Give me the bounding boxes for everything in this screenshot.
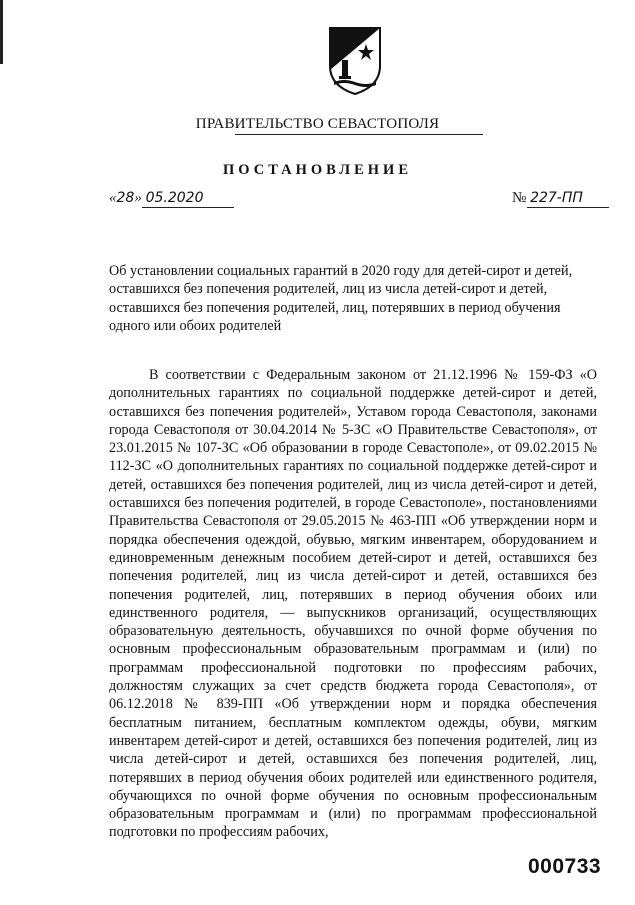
date-month-year: 05.2020 xyxy=(145,190,204,206)
date-day: 28 xyxy=(116,190,135,206)
date-open-quote: « xyxy=(109,190,117,206)
date-close-quote: » xyxy=(134,190,142,206)
date-underline xyxy=(142,207,234,208)
number-sign: № xyxy=(512,190,527,206)
number-underline xyxy=(527,207,609,208)
document-type-title: ПОСТАНОВЛЕНИЕ xyxy=(222,162,412,178)
number-value: 227-ПП xyxy=(530,190,583,206)
document-date xyxy=(109,190,203,207)
coat-of-arms-icon xyxy=(326,26,384,96)
scan-edge-mark xyxy=(0,0,3,64)
serial-number: 000733 xyxy=(528,855,602,878)
issuer-underline xyxy=(235,134,483,135)
document-number xyxy=(512,190,583,207)
document-subject: Об установлении социальных гарантий в 2020 году для детей-сирот и детей, оставшихся без попечения родителей, лиц из числа детей-сирот и детей, оставшихся без попечения родителей, лиц, потерявших в период обучения одного или обоих родителей xyxy=(109,263,573,334)
document-body-paragraph: В соответствии с Федеральным законом от 21.12.1996 № 159-ФЗ «О дополнительных гарантиях по социальной поддержке детей-сирот и детей, оставшихся без попечения родителей», Уставом города Севастополя, законами города Севастополя от 30.04.2014 № 5-ЗС «О Правительстве Севастополя», от 23.01.2015 № 107-ЗС «Об образовании в городе Севастополе», от 09.02.2015 № 112-ЗС «О дополнительных гарантиях по социальной поддержке детей-сирот и детей, оставшихся без попечения родителей, лиц из числа детей-сирот и детей, оставшихся без попечения родителей, в городе Севастополе», постановлениями Правительства Севастополя от 29.05.2015 № 463-ПП «Об утверждении норм и порядка обеспечения одеждой, обувью, мягким инвентарем, оборудованием и единовременным денежным пособием детей-сирот и детей, оставшихся без попечения родителей, лиц из числа детей-сирот и детей, оставшихся без попечения родителей, лиц, потерявших в период обучения обоих или единственного родителя, — выпускников организаций, осуществляющих образовательную деятельность, обучавшихся по очной форме обучения по основным профессиональным образовательным программам и (или) по программам профессиональной подготовки по профессиям рабочих, должностям служащих за счет средств бюджета города Севастополя», от 06.12.2018 № 839-ПП «Об утверждении норм и порядка обеспечения бесплатным питанием, бесплатным комплектом одежды, обуви, мягким инвентарем детей-сирот и детей, оставшихся без попечения родителей, лиц из числа детей-сирот и детей, оставшихся без попечения родителей, лиц, потерявших в период обучения обоих родителей или единственного родителя, обучающихся по очной форме обучения по основным профессиональным образовательным программам и (или) по программам профессиональной подготовки по профессиям рабочих, xyxy=(109,367,597,841)
issuer-heading: ПРАВИТЕЛЬСТВО СЕВАСТОПОЛЯ xyxy=(195,116,440,132)
